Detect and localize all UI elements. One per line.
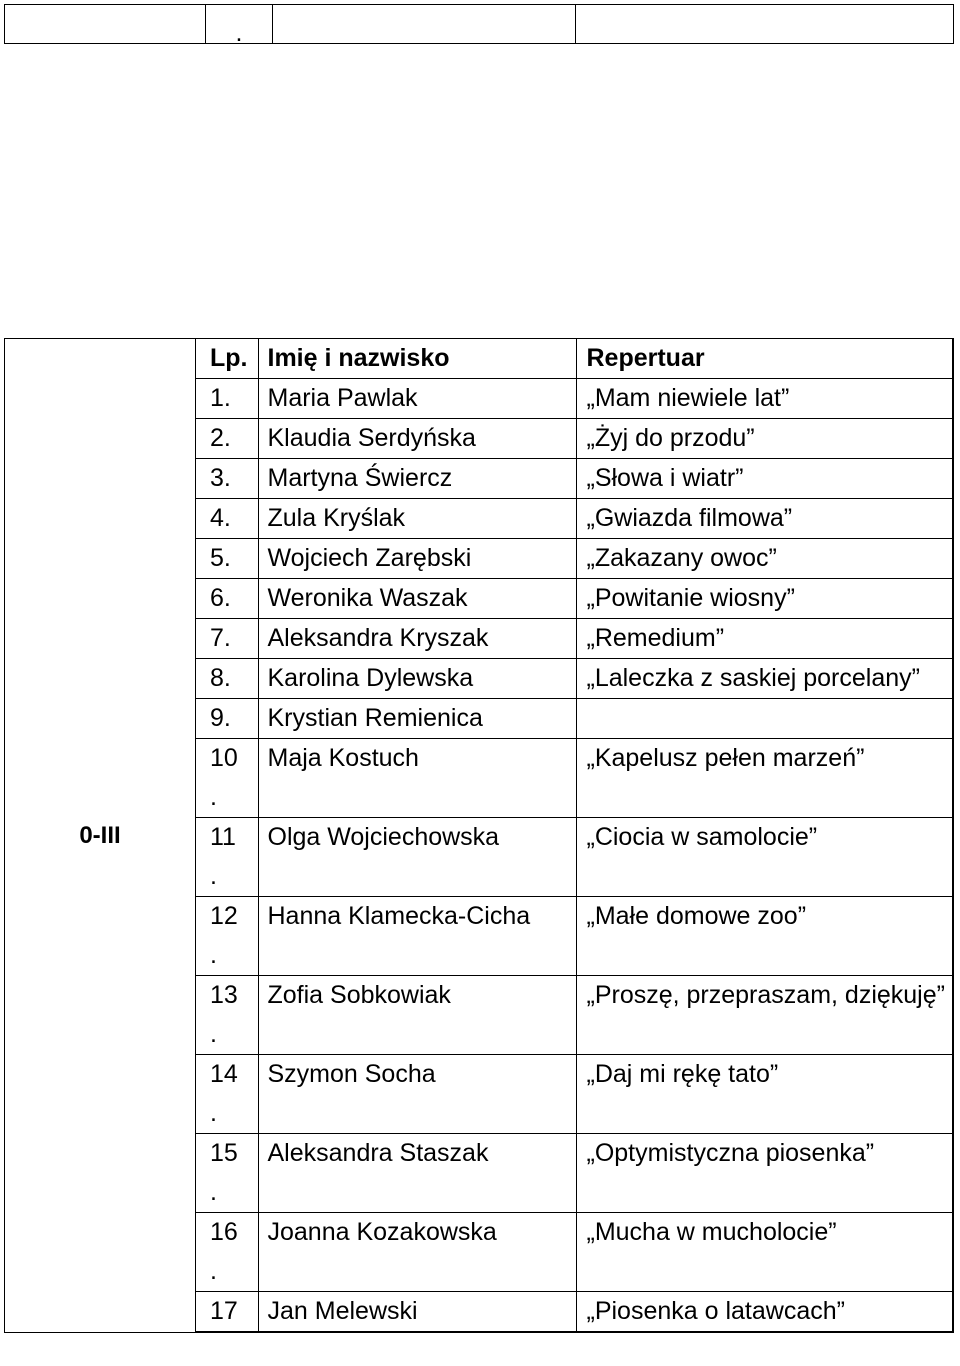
row-song-value: „Kapelusz pełen marzeń” xyxy=(586,744,865,772)
row-number-dot: . xyxy=(210,1020,217,1048)
row-number xyxy=(196,539,258,579)
table-row xyxy=(196,459,953,499)
row-song xyxy=(576,419,953,459)
row-name-value: Martyna Świercz xyxy=(267,464,453,492)
row-song-value: „Żyj do przodu” xyxy=(586,424,755,452)
row-song xyxy=(576,1134,953,1213)
row-song-value: „Mam niewiele lat” xyxy=(586,384,790,412)
row-name-value: Karolina Dylewska xyxy=(267,664,474,692)
table-row xyxy=(196,659,953,699)
row-number-value: 16 xyxy=(210,1218,238,1246)
row-song xyxy=(576,619,953,659)
row-song-value: „Powitanie wiosny” xyxy=(586,584,795,612)
top-cell-3 xyxy=(273,5,576,44)
row-number-value: 11 xyxy=(210,823,236,851)
table-row xyxy=(196,897,953,976)
table-row xyxy=(196,379,953,419)
row-name-value: Maja Kostuch xyxy=(267,744,419,772)
participants-table xyxy=(4,338,954,1333)
row-song-value: „Małe domowe zoo” xyxy=(586,902,807,930)
row-name xyxy=(258,699,576,739)
row-number xyxy=(196,699,258,739)
header-lp: Lp. xyxy=(196,339,258,379)
row-name xyxy=(258,1292,576,1332)
table-row xyxy=(196,1055,953,1134)
table-row xyxy=(196,1213,953,1292)
row-number xyxy=(196,659,258,699)
row-number-value: 10 xyxy=(210,744,238,772)
row-name xyxy=(258,976,576,1055)
row-name-value: Aleksandra Staszak xyxy=(267,1139,489,1167)
row-number xyxy=(196,379,258,419)
row-number xyxy=(196,1055,258,1134)
row-number-value: 17 xyxy=(210,1297,238,1325)
row-number-value: 12 xyxy=(210,902,238,930)
row-number xyxy=(196,579,258,619)
row-number xyxy=(196,1213,258,1292)
row-name xyxy=(258,379,576,419)
row-name xyxy=(258,1055,576,1134)
row-song-value: „Zakazany owoc” xyxy=(586,544,777,572)
row-number-value: 1. xyxy=(210,384,231,412)
row-song-value: „Gwiazda filmowa” xyxy=(586,504,793,532)
row-name-value: Zofia Sobkowiak xyxy=(267,981,451,1009)
row-song xyxy=(576,379,953,419)
row-name-value: Maria Pawlak xyxy=(267,384,418,412)
row-number xyxy=(196,818,258,897)
row-song-value: „Piosenka o latawcach” xyxy=(586,1297,845,1325)
table-row xyxy=(196,579,953,619)
table-row xyxy=(196,976,953,1055)
row-number xyxy=(196,419,258,459)
row-song xyxy=(576,699,953,739)
table-row xyxy=(196,619,953,659)
row-song-value: „Laleczka z saskiej porcelany” xyxy=(586,664,920,692)
header-name: Imię i nazwisko xyxy=(258,339,576,379)
row-number-dot: . xyxy=(210,783,217,811)
row-number-value: 15 xyxy=(210,1139,238,1167)
row-song-value: „Słowa i wiatr” xyxy=(586,464,744,492)
row-number-dot: . xyxy=(210,1257,217,1285)
table-row xyxy=(196,1292,953,1332)
row-name xyxy=(258,659,576,699)
header-row xyxy=(196,339,953,379)
row-song xyxy=(576,459,953,499)
group-label: 0-III xyxy=(5,339,196,1333)
table-row xyxy=(196,499,953,539)
row-number-dot: . xyxy=(210,1178,217,1206)
row-number xyxy=(196,739,258,818)
row-song xyxy=(576,659,953,699)
row-name xyxy=(258,818,576,897)
top-cell-dot: . xyxy=(206,5,273,44)
row-song xyxy=(576,739,953,818)
row-number xyxy=(196,459,258,499)
row-name xyxy=(258,619,576,659)
row-number-value: 8. xyxy=(210,664,231,692)
row-song-value: „Ciocia w samolocie” xyxy=(586,823,818,851)
table-row xyxy=(196,818,953,897)
row-song xyxy=(576,976,953,1055)
row-song xyxy=(576,1292,953,1332)
row-name-value: Wojciech Zarębski xyxy=(267,544,472,572)
row-number-value: 6. xyxy=(210,584,231,612)
row-name xyxy=(258,1134,576,1213)
top-cell-1 xyxy=(5,5,206,44)
row-song xyxy=(576,897,953,976)
row-number-value: 4. xyxy=(210,504,231,532)
table-row xyxy=(196,699,953,739)
row-number-value: 5. xyxy=(210,544,231,572)
row-song xyxy=(576,499,953,539)
row-song xyxy=(576,579,953,619)
row-name xyxy=(258,739,576,818)
row-name xyxy=(258,579,576,619)
row-song xyxy=(576,539,953,579)
row-number-dot: . xyxy=(210,941,217,969)
table-row xyxy=(196,419,953,459)
top-table-fragment xyxy=(4,4,954,47)
row-song-value: „Mucha w mucholocie” xyxy=(586,1218,837,1246)
participants-inner-table xyxy=(196,339,953,1332)
row-number xyxy=(196,976,258,1055)
row-number xyxy=(196,897,258,976)
row-number-value: 3. xyxy=(210,464,231,492)
row-name-value: Zula Kryślak xyxy=(267,504,406,532)
row-name-value: Aleksandra Kryszak xyxy=(267,624,489,652)
row-name-value: Hanna Klamecka-Cicha xyxy=(267,902,531,930)
row-number-dot: . xyxy=(210,862,217,890)
table-row xyxy=(196,539,953,579)
row-name xyxy=(258,499,576,539)
row-name xyxy=(258,419,576,459)
table-row xyxy=(196,1134,953,1213)
row-song xyxy=(576,818,953,897)
row-number xyxy=(196,1134,258,1213)
row-name-value: Szymon Socha xyxy=(267,1060,436,1088)
row-name-value: Jan Melewski xyxy=(267,1297,418,1325)
row-number-value: 13 xyxy=(210,981,238,1009)
row-number-value: 9. xyxy=(210,704,231,732)
participants-list-cell xyxy=(196,339,954,1333)
row-name xyxy=(258,897,576,976)
row-number-value: 14 xyxy=(210,1060,238,1088)
row-name xyxy=(258,1213,576,1292)
row-song xyxy=(576,1055,953,1134)
row-number xyxy=(196,499,258,539)
row-name-value: Joanna Kozakowska xyxy=(267,1218,497,1246)
row-song-value: „Daj mi rękę tato” xyxy=(586,1060,779,1088)
row-name-value: Krystian Remienica xyxy=(267,704,483,732)
header-song: Repertuar xyxy=(576,339,953,379)
row-number-dot: . xyxy=(210,1099,217,1127)
row-number xyxy=(196,619,258,659)
table-row xyxy=(196,739,953,818)
row-song-value: „Optymistyczna piosenka” xyxy=(586,1139,875,1167)
row-song xyxy=(576,1213,953,1292)
row-name-value: Weronika Waszak xyxy=(267,584,468,612)
row-number-value: 2. xyxy=(210,424,231,452)
row-name xyxy=(258,459,576,499)
row-number-value: 7. xyxy=(210,624,231,652)
row-name xyxy=(258,539,576,579)
row-name-value: Olga Wojciechowska xyxy=(267,823,500,851)
row-number xyxy=(196,1292,258,1332)
row-song-value: „Proszę, przepraszam, dziękuję” xyxy=(586,981,945,1009)
top-cell-4 xyxy=(576,5,954,44)
row-name-value: Klaudia Serdyńska xyxy=(267,424,476,452)
row-song-value: „Remedium” xyxy=(586,624,725,652)
